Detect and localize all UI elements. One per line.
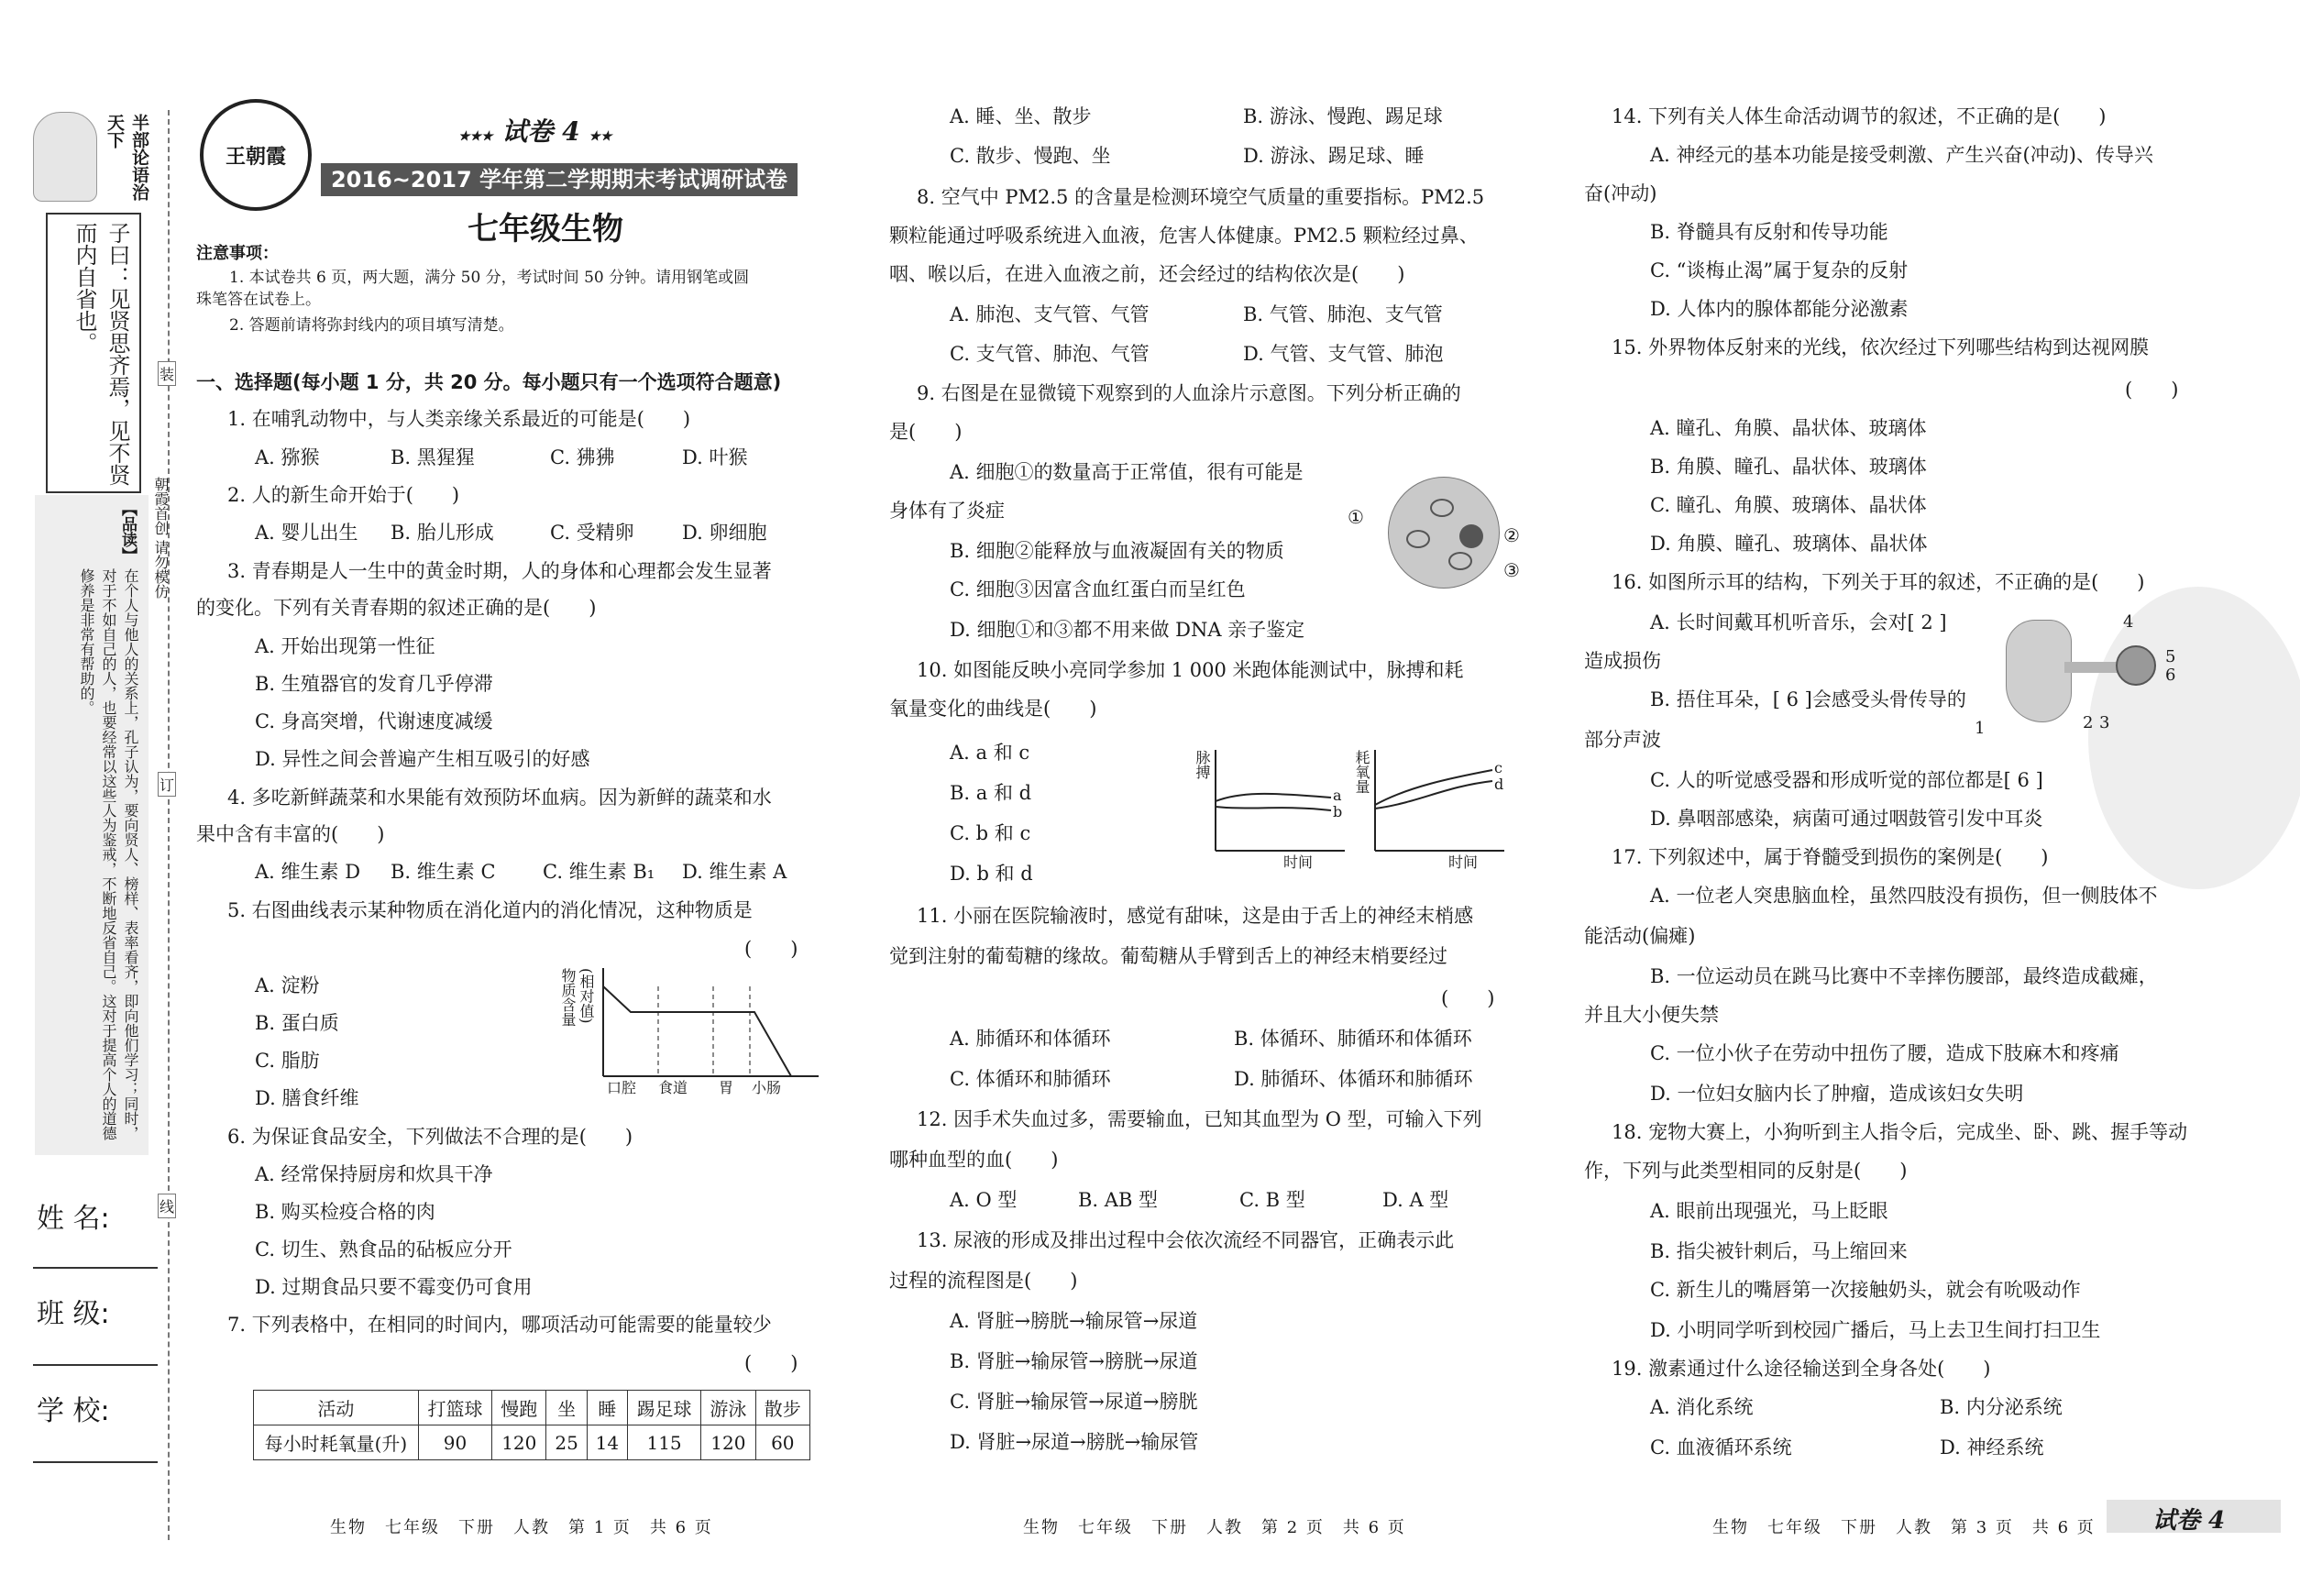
q18-opt-d[interactable]: D. 小明同学听到校园广播后，马上去卫生间打扫卫生 xyxy=(1650,1319,2101,1341)
q16-opt-a-2[interactable]: 造成损伤 xyxy=(1584,650,1661,672)
ear-diagram xyxy=(1969,612,2189,741)
q8-stem-2: 颗粒能通过呼吸系统进入血液，危害人体健康。PM2.5 颗粒经过鼻、 xyxy=(889,225,1479,247)
q9-opt-a-2[interactable]: 身体有了炎症 xyxy=(889,500,1005,522)
q12-opt-c[interactable]: C. B 型 xyxy=(1239,1189,1305,1211)
q16-opt-b-2[interactable]: 部分声波 xyxy=(1584,729,1661,751)
ear-pinna xyxy=(2006,620,2072,722)
school-label: 学 校: xyxy=(37,1395,110,1427)
q5-stem: 5. 右图曲线表示某种物质在消化道内的消化情况，这种物质是 xyxy=(227,899,753,921)
q9-opt-a-1[interactable]: A. 细胞①的数量高于正常值，很有可能是 xyxy=(950,461,1304,483)
q19-stem: 19. 激素通过什么途径输送到全身各处( ) xyxy=(1612,1358,1991,1380)
table-cell: 慢跑 xyxy=(492,1391,546,1425)
q11-opt-d[interactable]: D. 肺循环、体循环和肺循环 xyxy=(1234,1068,1473,1090)
graph-xlabel-stomach: 胃 xyxy=(719,1079,734,1096)
q17-opt-a-2[interactable]: 能活动(偏瘫) xyxy=(1584,925,1696,947)
q5-opt-d[interactable]: D. 膳食纤维 xyxy=(255,1087,359,1109)
binding-margin xyxy=(0,0,174,1596)
ear-label-5: 5 xyxy=(2165,647,2176,666)
q8-opt-c[interactable]: C. 支气管、肺泡、气管 xyxy=(950,343,1150,365)
graph-yunit: (相对值) xyxy=(578,968,595,1024)
table-row xyxy=(254,1425,810,1460)
q1-opt-a[interactable]: A. 猕猴 xyxy=(255,446,320,468)
pulse-curves xyxy=(1212,750,1349,860)
q7-stem: 7. 下列表格中，在相同的时间内，哪项活动可能需要的能量较少 xyxy=(227,1314,772,1336)
graph-ylabel: 物质含量 xyxy=(559,968,577,1027)
q19-opt-a[interactable]: A. 消化系统 xyxy=(1650,1396,1754,1418)
q18-opt-a[interactable]: A. 眼前出现强光，马上眨眼 xyxy=(1650,1200,1888,1222)
blood-smear-diagram xyxy=(1348,477,1520,605)
commentary-label: 【品读】 xyxy=(118,501,137,563)
cut-mark-3: 线 xyxy=(158,1194,176,1218)
oxygen-table xyxy=(253,1390,810,1460)
q5-opt-b[interactable]: B. 蛋白质 xyxy=(255,1012,339,1034)
q6-stem: 6. 为保证食品安全，下列做法不合理的是( ) xyxy=(227,1126,633,1148)
q17-opt-b-2[interactable]: 并且大小便失禁 xyxy=(1584,1004,1719,1026)
q11-opt-b[interactable]: B. 体循环、肺循环和体循环 xyxy=(1234,1028,1472,1050)
q17-opt-c[interactable]: C. 一位小伙子在劳动中扭伤了腰，造成下肢麻木和疼痛 xyxy=(1650,1042,2119,1064)
q10-opt-a[interactable]: A. a 和 c xyxy=(950,742,1030,764)
q5-opt-a[interactable]: A. 淀粉 xyxy=(255,974,320,996)
pulse-graph xyxy=(1192,750,1348,887)
q12-opt-a[interactable]: A. O 型 xyxy=(950,1189,1018,1211)
curve-label-d: d xyxy=(1494,776,1504,793)
table-cell: 睡 xyxy=(587,1391,627,1425)
q4-opt-c[interactable]: C. 维生素 B₁ xyxy=(543,861,655,883)
q3-opt-a[interactable]: A. 开始出现第一性征 xyxy=(255,635,435,657)
ear-label-3: 3 xyxy=(2099,713,2110,732)
q3-stem-1: 3. 青春期是人一生中的黄金时期，人的身体和心理都会发生显著 xyxy=(227,560,772,582)
q16-opt-c[interactable]: C. 人的听觉感受器和形成听觉的部位都是[ 6 ] xyxy=(1650,769,2043,791)
q14-opt-c[interactable]: C. “谈梅止渴”属于复杂的反射 xyxy=(1650,259,1909,281)
q6-opt-b[interactable]: B. 购买检疫合格的肉 xyxy=(255,1201,435,1223)
q15-opt-d[interactable]: D. 角膜、瞳孔、玻璃体、晶状体 xyxy=(1650,533,1928,555)
q17-stem: 17. 下列叙述中，属于脊髓受到损伤的案例是( ) xyxy=(1612,846,2049,868)
table-cell: 120 xyxy=(701,1425,755,1460)
q4-opt-b[interactable]: B. 维生素 C xyxy=(391,861,496,883)
footer-badge-text: 试卷 4 xyxy=(2152,1507,2226,1535)
q14-opt-a-1[interactable]: A. 神经元的基本功能是接受刺激、产生兴奋(冲动)、传导兴 xyxy=(1650,144,2153,166)
q12-opt-b[interactable]: B. AB 型 xyxy=(1078,1189,1159,1211)
q15-opt-a[interactable]: A. 瞳孔、角膜、晶状体、玻璃体 xyxy=(1650,417,1927,439)
q16-stem: 16. 如图所示耳的结构，下列关于耳的叙述，不正确的是( ) xyxy=(1612,571,2145,593)
table-cell: 14 xyxy=(587,1425,627,1460)
graph-xlabel-intestine: 小肠 xyxy=(752,1079,782,1096)
q1-opt-b[interactable]: B. 黑猩猩 xyxy=(391,446,475,468)
q14-opt-b[interactable]: B. 脊髓具有反射和传导功能 xyxy=(1650,221,1888,243)
cell-label-3: ③ xyxy=(1503,559,1520,581)
q10-stem-2: 氧量变化的曲线是( ) xyxy=(889,698,1097,720)
q1-opt-c[interactable]: C. 狒狒 xyxy=(550,446,615,468)
q8-stem-3: 咽、喉以后，在进入血液之前，还会经过的结构依次是( ) xyxy=(889,263,1405,285)
digestion-graph xyxy=(557,968,823,1096)
q17-opt-b-1[interactable]: B. 一位运动员在跳马比赛中不幸摔伤腰部，最终造成截瘫， xyxy=(1650,965,2158,987)
q19-opt-c[interactable]: C. 血液循环系统 xyxy=(1650,1436,1792,1458)
q19-opt-d[interactable]: D. 神经系统 xyxy=(1940,1436,2044,1458)
q13-opt-b[interactable]: B. 肾脏→输尿管→膀胱→尿道 xyxy=(950,1350,1198,1372)
q9-stem-1: 9. 右图是在显微镜下观察到的人血涂片示意图。下列分析正确的 xyxy=(917,382,1461,404)
seal-text: 朝霞首创 请勿模仿 xyxy=(152,477,170,600)
graph-xlabel-esophagus: 食道 xyxy=(658,1079,688,1096)
q13-opt-d[interactable]: D. 肾脏→尿道→膀胱→输尿管 xyxy=(950,1431,1199,1453)
q18-opt-b[interactable]: B. 指尖被针刺后，马上缩回来 xyxy=(1650,1240,1908,1262)
q5-opt-c[interactable]: C. 脂肪 xyxy=(255,1050,320,1072)
star-icon: ★★★ xyxy=(458,129,493,144)
q6-opt-a[interactable]: A. 经常保持厨房和炊具干净 xyxy=(255,1163,493,1185)
notes-heading: 注意事项： xyxy=(196,244,279,263)
q4-opt-d[interactable]: D. 维生素 A xyxy=(682,861,787,883)
q1-stem: 1. 在哺乳动物中，与人类亲缘关系最近的可能是( ) xyxy=(227,408,691,430)
q5-paren: ( ) xyxy=(744,938,798,960)
class-field[interactable] xyxy=(33,1364,158,1366)
q6-opt-d[interactable]: D. 过期食品只要不霉变仍可食用 xyxy=(255,1276,533,1298)
paper-title: 2016~2017 学年第二学期期末考试调研试卷 xyxy=(321,163,798,196)
table-cell: 60 xyxy=(755,1425,809,1460)
oxygen-ylabel: 耗氧量 xyxy=(1353,750,1370,794)
q7-opt-d[interactable]: D. 游泳、踢足球、睡 xyxy=(1243,145,1425,167)
commentary-text: 在个人与他人的关系上，孔子认为，要向贤人、榜样、表率看齐，即向他们学习；同时，对于不如自己的人，也要经常以这些人为鉴戒，不断地反省自己。这对于提高个人的道德修养是非常有帮助的。 xyxy=(78,568,139,1140)
pulse-xlabel: 时间 xyxy=(1283,853,1314,871)
page-2 xyxy=(880,0,1520,1596)
q9-opt-d[interactable]: D. 细胞①和③都不用来做 DNA 亲子鉴定 xyxy=(950,619,1305,641)
curve-label-c: c xyxy=(1494,759,1502,776)
q13-opt-a[interactable]: A. 肾脏→膀胱→输尿管→尿道 xyxy=(950,1310,1198,1332)
q10-opt-d[interactable]: D. b 和 d xyxy=(950,863,1033,885)
q4-opt-a[interactable]: A. 维生素 D xyxy=(255,861,361,883)
oxygen-xlabel: 时间 xyxy=(1448,853,1479,871)
cut-mark-2: 订 xyxy=(158,772,176,797)
q9-opt-b[interactable]: B. 细胞②能释放与血液凝固有关的物质 xyxy=(950,540,1284,562)
q15-paren: ( ) xyxy=(2125,379,2179,401)
q17-opt-d[interactable]: D. 一位妇女脑内长了肿瘤，造成该妇女失明 xyxy=(1650,1083,2024,1105)
avatar-illustration xyxy=(33,112,97,202)
q8-stem-1: 8. 空气中 PM2.5 的含量是检测环境空气质量的重要指标。PM2.5 xyxy=(917,186,1485,208)
red-cell xyxy=(1430,499,1454,517)
subject-title: 七年级生物 xyxy=(468,211,623,248)
graph-xlabel-mouth: 口腔 xyxy=(607,1079,637,1096)
class-label: 班 级: xyxy=(37,1298,110,1330)
table-cell: 踢足球 xyxy=(627,1391,700,1425)
table-cell: 25 xyxy=(546,1425,587,1460)
commentary-box xyxy=(35,495,149,1155)
q3-stem-2: 的变化。下列有关青春期的叙述正确的是( ) xyxy=(196,597,597,619)
q1-opt-d[interactable]: D. 叶猴 xyxy=(682,446,748,468)
q2-opt-d[interactable]: D. 卵细胞 xyxy=(682,522,767,544)
q12-stem-2: 哪种血型的血( ) xyxy=(889,1149,1059,1171)
table-cell: 活动 xyxy=(254,1391,419,1425)
q13-opt-c[interactable]: C. 肾脏→输尿管→尿道→膀胱 xyxy=(950,1391,1198,1413)
paper-badge xyxy=(458,112,612,149)
table-cell: 散步 xyxy=(755,1391,809,1425)
q10-stem-1: 10. 如图能反映小亮同学参加 1 000 米跑体能测试中，脉搏和耗 xyxy=(917,659,1464,681)
section-title: 一、选择题(每小题 1 分，共 20 分。每小题只有一个选项符合题意) xyxy=(196,371,782,393)
q11-opt-c[interactable]: C. 体循环和肺循环 xyxy=(950,1068,1111,1090)
motto-top: 半部论语治天下 xyxy=(105,114,149,201)
q11-paren: ( ) xyxy=(1441,987,1495,1009)
q16-opt-d[interactable]: D. 鼻咽部感染，病菌可通过咽鼓管引发中耳炎 xyxy=(1650,808,2043,830)
table-cell: 120 xyxy=(492,1425,546,1460)
curve-label-a: a xyxy=(1333,787,1342,804)
q12-opt-d[interactable]: D. A 型 xyxy=(1382,1189,1449,1211)
notes-line-1: 1. 本试卷共 6 页，两大题，满分 50 分，考试时间 50 分钟。请用钢笔或圆 xyxy=(229,269,750,287)
ear-label-1: 1 xyxy=(1975,719,1986,738)
brand-logo-text: 王朝霞 xyxy=(225,144,286,169)
q10-opt-b[interactable]: B. a 和 d xyxy=(950,782,1032,804)
white-cell xyxy=(1459,524,1483,548)
table-cell: 90 xyxy=(418,1425,491,1460)
q3-opt-b[interactable]: B. 生殖器官的发育几乎停滞 xyxy=(255,673,493,695)
q8-opt-d[interactable]: D. 气管、支气管、肺泡 xyxy=(1243,343,1444,365)
oxygen-graph xyxy=(1351,750,1513,887)
footer-badge xyxy=(2107,1500,2281,1533)
paper-badge-text: 试卷 4 xyxy=(501,116,580,147)
q9-stem-2: 是( ) xyxy=(889,421,963,443)
name-field[interactable] xyxy=(33,1267,158,1269)
notes-line-3: 2. 答题前请将弥封线内的项目填写清楚。 xyxy=(229,316,514,335)
digestion-curve xyxy=(594,968,823,1087)
q7-opt-c[interactable]: C. 散步、慢跑、坐 xyxy=(950,145,1111,167)
q10-opt-c[interactable]: C. b 和 c xyxy=(950,822,1031,844)
q16-opt-a-1[interactable]: A. 长时间戴耳机听音乐，会对[ 2 ] xyxy=(1650,611,1947,633)
q15-opt-c[interactable]: C. 瞳孔、角膜、玻璃体、晶状体 xyxy=(1650,494,1927,516)
q9-opt-c[interactable]: C. 细胞③因富含血红蛋白而呈红色 xyxy=(950,578,1246,600)
brand-logo xyxy=(200,99,312,211)
cell-label-2: ② xyxy=(1503,524,1520,546)
q19-opt-b[interactable]: B. 内分泌系统 xyxy=(1940,1396,2063,1418)
curve-label-b: b xyxy=(1333,803,1343,820)
red-cell xyxy=(1406,530,1430,548)
q14-opt-a-2[interactable]: 奋(冲动) xyxy=(1584,182,1657,204)
school-field[interactable] xyxy=(33,1461,158,1463)
quote-box xyxy=(46,213,141,493)
q11-stem-1: 11. 小丽在医院输液时，感觉有甜味，这是由于舌上的神经末梢感 xyxy=(917,905,1474,927)
name-label: 姓 名: xyxy=(37,1203,110,1235)
q2-opt-b[interactable]: B. 胎儿形成 xyxy=(391,522,494,544)
q4-stem-2: 果中含有丰富的( ) xyxy=(196,823,385,845)
q16-opt-b-1[interactable]: B. 捂住耳朵，[ 6 ]会感受头骨传导的 xyxy=(1650,688,1966,710)
q18-opt-c[interactable]: C. 新生儿的嘴唇第一次接触奶头，就会有吮吸动作 xyxy=(1650,1279,2081,1301)
oxygen-curves xyxy=(1371,750,1509,860)
q3-opt-c[interactable]: C. 身高突增，代谢速度减缓 xyxy=(255,710,493,732)
cut-line xyxy=(168,110,170,1540)
q7-paren: ( ) xyxy=(744,1352,798,1374)
quote-text: 子曰：见贤思齐焉，见不贤而内自省也。 xyxy=(72,222,130,486)
page-1 xyxy=(183,0,816,1596)
q6-opt-c[interactable]: C. 切生、熟食品的砧板应分开 xyxy=(255,1238,512,1260)
ear-canal xyxy=(2064,662,2119,673)
table-cell: 游泳 xyxy=(701,1391,755,1425)
ear-label-6: 6 xyxy=(2165,666,2176,685)
cut-mark-1: 装 xyxy=(158,361,176,386)
q15-opt-b[interactable]: B. 角膜、瞳孔、晶状体、玻璃体 xyxy=(1650,456,1927,478)
q18-stem-1: 18. 宠物大赛上，小狗听到主人指令后，完成坐、卧、跳、握手等动 xyxy=(1612,1121,2188,1143)
pulse-ylabel: 脉搏 xyxy=(1194,750,1211,779)
q12-stem-1: 12. 因手术失血过多，需要输血，已知其血型为 O 型，可输入下列 xyxy=(917,1108,1482,1130)
notes-line-2: 珠笔答在试卷上。 xyxy=(196,291,321,309)
page-footer-3: 生物 七年级 下册 人教 第 3 页 共 6 页 xyxy=(1712,1518,2096,1537)
q15-stem: 15. 外界物体反射来的光线，依次经过下列哪些结构到达视网膜 xyxy=(1612,336,2150,358)
q18-stem-2: 作，下列与此类型相同的反射是( ) xyxy=(1584,1160,1908,1182)
page-footer-2: 生物 七年级 下册 人教 第 2 页 共 6 页 xyxy=(1023,1518,1406,1537)
q2-opt-c[interactable]: C. 受精卵 xyxy=(550,522,634,544)
page-3 xyxy=(1575,0,2290,1596)
q8-opt-b[interactable]: B. 气管、肺泡、支气管 xyxy=(1243,303,1443,325)
q4-stem-1: 4. 多吃新鲜蔬菜和水果能有效预防坏血病。因为新鲜的蔬菜和水 xyxy=(227,787,772,809)
q7-opt-a[interactable]: A. 睡、坐、散步 xyxy=(950,105,1092,127)
table-cell: 坐 xyxy=(546,1391,587,1425)
q11-opt-a[interactable]: A. 肺循环和体循环 xyxy=(950,1028,1111,1050)
ear-label-2: 2 xyxy=(2083,713,2094,732)
red-cell xyxy=(1448,552,1472,570)
star-icon: ★★ xyxy=(589,129,612,144)
q14-opt-d[interactable]: D. 人体内的腺体都能分泌激素 xyxy=(1650,298,1909,320)
q14-stem: 14. 下列有关人体生命活动调节的叙述，不正确的是( ) xyxy=(1612,105,2107,127)
smear-circle xyxy=(1388,477,1500,589)
cell-label-1: ① xyxy=(1348,506,1364,528)
q8-opt-a[interactable]: A. 肺泡、支气管、气管 xyxy=(950,303,1150,325)
page-footer-1: 生物 七年级 下册 人教 第 1 页 共 6 页 xyxy=(330,1518,713,1537)
q11-stem-2: 觉到注射的葡萄糖的缘故。葡萄糖从手臂到舌上的神经末梢要经过 xyxy=(889,945,1447,967)
ear-label-4: 4 xyxy=(2123,612,2134,632)
q7-opt-b[interactable]: B. 游泳、慢跑、踢足球 xyxy=(1243,105,1443,127)
q13-stem-1: 13. 尿液的形成及排出过程中会依次流经不同器官，正确表示此 xyxy=(917,1229,1455,1251)
q3-opt-d[interactable]: D. 异性之间会普遍产生相互吸引的好感 xyxy=(255,748,590,770)
q13-stem-2: 过程的流程图是( ) xyxy=(889,1270,1078,1292)
q2-opt-a[interactable]: A. 婴儿出生 xyxy=(255,522,358,544)
q17-opt-a-1[interactable]: A. 一位老人突患脑血栓，虽然四肢没有损伤，但一侧肢体不 xyxy=(1650,885,2158,907)
table-cell: 打篮球 xyxy=(418,1391,491,1425)
ear-cochlea xyxy=(2116,645,2156,686)
table-cell: 每小时耗氧量(升) xyxy=(254,1425,419,1460)
table-cell: 115 xyxy=(627,1425,700,1460)
table-header-row xyxy=(254,1391,810,1425)
q2-stem: 2. 人的新生命开始于( ) xyxy=(227,484,460,506)
